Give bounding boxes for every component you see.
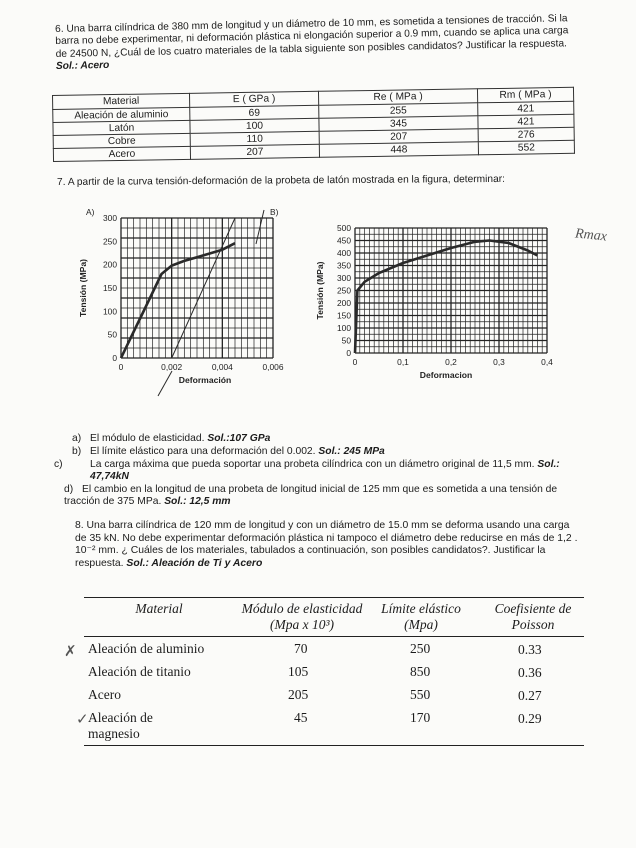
item-solution: Sol.: 47,74kN — [90, 459, 560, 482]
q6-solution: Sol.: Acero — [55, 60, 110, 73]
col-modulus: Módulo de elasticidad (Mpa x 10³) — [241, 601, 363, 632]
cell: 276 — [478, 127, 574, 142]
cell: 207 — [319, 129, 478, 144]
cell: Aleación de aluminio — [88, 641, 205, 656]
item-solution: Sol.:107 GPa — [207, 433, 271, 444]
y-tick-label: 100 — [103, 306, 117, 317]
y-tick-label: 0 — [112, 353, 117, 363]
col-e: E ( GPa ) — [189, 91, 318, 107]
cell: Aleación de magnesio — [88, 710, 153, 741]
x-axis-label: Deformacion — [419, 370, 473, 380]
y-tick-label: 250 — [337, 285, 351, 296]
check-mark-icon: ✗ — [64, 644, 77, 660]
col-yield: Límite elástico (Mpa) — [381, 601, 461, 632]
x-axis-label: Deformación — [178, 375, 232, 385]
cell: 421 — [478, 101, 574, 116]
cell: 421 — [478, 114, 574, 129]
cell: 69 — [190, 105, 319, 120]
q7-item-b — [72, 446, 582, 458]
y-tick-label: 300 — [337, 273, 351, 283]
cell: 0.36 — [518, 665, 542, 680]
y-tick-label: 200 — [103, 259, 117, 270]
col-material: Material — [53, 93, 190, 109]
chart-a-stress-strain — [76, 206, 306, 401]
q6-text: 6. Una barra cilíndrica de 380 mm de longitud y un diámetro de 10 mm, es sometida a tensiones de tracción. Si la barra no debe experimentar, ni deformación plástica ni elongación superior a 0.9 mm, cuando se aplica una carga de 24500 N, ¿Cuál de los cuatro materiales de la tabla siguiente son posibles candidatos? Justificar la respuesta. Sol.: Acero — [55, 13, 569, 73]
cell: 170 — [410, 710, 431, 725]
cell: 70 — [294, 641, 308, 656]
cell: Acero — [88, 687, 121, 702]
item-key: d) — [64, 484, 74, 495]
offset-line-extension — [158, 371, 172, 396]
cell: Cobre — [53, 133, 190, 148]
col-re: Re ( MPa ) — [318, 89, 477, 105]
y-tick-label: 50 — [341, 335, 351, 346]
x-tick-label: 0,2 — [445, 357, 457, 367]
table-rule-bottom — [84, 745, 584, 746]
cell: 207 — [190, 144, 319, 159]
cell: Latón — [53, 120, 190, 135]
cell: 0.29 — [518, 711, 542, 726]
item-text: El cambio en la longitud de una probeta de longitud inicial de 125 mm que es sometida a una tensión de tracción de 375 MPa. — [64, 484, 558, 507]
cell: 205 — [288, 687, 309, 702]
y-tick-label: 150 — [103, 283, 117, 293]
y-tick-label: 400 — [337, 248, 351, 258]
y-tick-label: 300 — [103, 213, 117, 223]
cell: Acero — [53, 146, 190, 161]
col-rm: Rm ( MPa ) — [477, 87, 573, 103]
cell: 550 — [410, 687, 431, 702]
col-poisson: Coefisiente de Poisson — [494, 601, 572, 632]
cell: Aleación de aluminio — [53, 107, 190, 122]
y-axis-label: Tensión (MPa) — [315, 261, 325, 320]
q7-item-c — [54, 459, 582, 483]
y-axis-label: Tensión (MPa) — [78, 258, 88, 318]
y-tick-label: 250 — [103, 236, 117, 247]
item-solution: Sol.: 245 MPa — [318, 446, 385, 457]
item-text: La carga máxima que pueda soportar una probeta cilíndrica con un diámetro original de 11,5 mm. — [90, 459, 535, 470]
handwritten-note: Rmax — [574, 226, 608, 245]
item-key: c) — [54, 459, 63, 470]
cell: 45 — [294, 710, 308, 725]
y-tick-label: 50 — [107, 329, 117, 340]
cell: 100 — [190, 118, 319, 133]
q6-materials-table — [52, 87, 575, 162]
x-tick-label: 0,1 — [397, 357, 409, 367]
item-key: b) — [72, 446, 82, 457]
panel-label: B) — [270, 207, 279, 217]
cell: 105 — [288, 664, 309, 679]
x-tick-label: 0 — [352, 357, 358, 367]
cell: 552 — [478, 140, 574, 155]
item-solution: Sol.: 12,5 mm — [164, 496, 231, 507]
item-text: El límite elástico para una deformación del 0.002. — [90, 446, 316, 457]
q7-item-d — [64, 484, 579, 508]
y-tick-label: 200 — [337, 298, 351, 308]
x-tick-label: 0,004 — [211, 362, 233, 372]
table-rule-top — [84, 597, 584, 598]
x-tick-label: 0,006 — [262, 362, 284, 372]
cell: Aleación de titanio — [88, 664, 191, 679]
y-tick-label: 100 — [337, 323, 351, 333]
x-tick-label: 0 — [118, 362, 124, 372]
y-tick-label: 0 — [346, 348, 351, 358]
item-key: a) — [72, 433, 82, 444]
cell: 850 — [410, 664, 431, 679]
cell: 448 — [319, 142, 478, 157]
q7-text: 7. A partir de la curva tensión-deformación de la probeta de latón mostrada en la figura, determinar: — [57, 173, 506, 188]
panel-label: A) — [86, 207, 95, 217]
cell: 110 — [190, 131, 319, 146]
cell: 0.33 — [518, 642, 542, 657]
q7-item-a — [72, 433, 582, 445]
x-tick-label: 0,3 — [493, 357, 505, 367]
q8-solution: Sol.: Aleación de Ti y Acero — [126, 557, 263, 569]
x-tick-label: 0,002 — [161, 362, 183, 372]
x-tick-label: 0,4 — [541, 357, 553, 367]
col-material: Material — [135, 601, 183, 616]
table-rule-header — [84, 636, 584, 637]
y-tick-label: 350 — [337, 260, 351, 271]
cell: 0.27 — [518, 688, 542, 703]
q8-text: 8. Una barra cilíndrica de 120 mm de longitud y con un diámetro de 15.0 mm se deforma usando una carga de 35 kN. No debe experimentar deformación plástica ni tampoco el diámetro debe reducirse en más de 1,2 . 10⁻² mm. ¿ Cuáles de los materiales, tabulados a continuación, son posibles candidatos?. Justificar la respuesta. Sol.: Aleación de Ti y Acero — [75, 520, 578, 569]
cell: 345 — [319, 116, 478, 131]
y-tick-label: 450 — [337, 235, 351, 246]
y-tick-label: 150 — [337, 310, 351, 321]
y-tick-label: 500 — [337, 223, 351, 233]
check-mark-icon: ✓ — [76, 712, 89, 728]
cell: 250 — [410, 641, 431, 656]
item-text: El módulo de elasticidad. — [90, 433, 205, 444]
cell: 255 — [319, 103, 478, 118]
